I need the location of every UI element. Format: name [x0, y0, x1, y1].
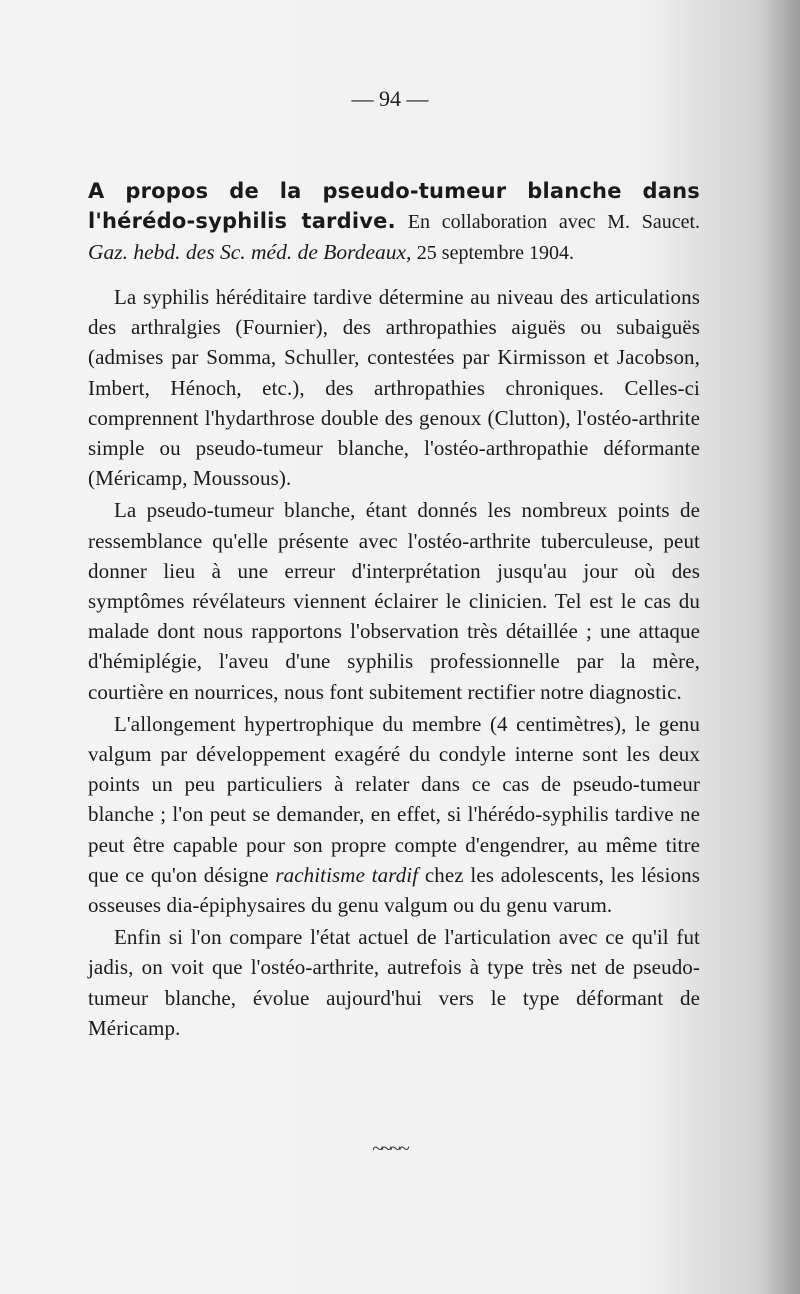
page-content: [88, 176, 700, 1045]
publication-date: 25 septembre 1904.: [416, 242, 574, 264]
paragraph-2: La pseudo-tumeur blanche, étant donnés les nombreux points de ressemblance qu'elle présente avec l'ostéo-arthrite tuberculeuse, peut donner lieu à une erreur d'interprétation jusqu'au jour où des symptômes révélateurs viennent éclairer le clinicien. Tel est le cas du malade dont nous rapportons l'observation très détaillée ; une attaque d'hémiplégie, l'aveu d'une syphilis professionnelle par la mère, courtière en nourrices, nous font subitement rectifier notre diagnostic.: [88, 498, 700, 704]
article-heading: [88, 176, 700, 268]
collaboration-note: En collaboration avec M. Saucet.: [407, 211, 701, 233]
paragraph-1: La syphilis héréditaire tardive détermine au niveau des articulations des arthralgies (Fournier), des arthropathies aiguës ou subaiguës (admises par Somma, Schuller, contestées par Kirmisson et Jacobson, Imbert, Hénoch, etc.), des arthropathies chroniques. Celles-ci comprennent l'hydarthrose double des genoux (Clutton), l'ostéo-arthrite simple ou pseudo-tumeur blanche, l'ostéo-arthropathie déformante (Méricamp, Moussous).: [88, 285, 700, 491]
journal-name: Gaz. hebd. des Sc. méd. de Bordeaux,: [88, 240, 412, 264]
section-end-ornament: ~~~~: [372, 1138, 408, 1160]
paragraph-4: Enfin si l'on compare l'état actuel de l'articulation avec ce qu'il fut jadis, on voit que l'ostéo-arthrite, autrefois à type très net de pseudo-tumeur blanche, évolue aujourd'hui vers le type déformant de Méricamp.: [88, 925, 700, 1040]
paragraph-3: [88, 709, 700, 920]
paragraph-3-text-a: L'allongement hypertrophique du membre (4 centimètres), le genu valgum par développement exagéré du condyle interne sont les deux points un peu particuliers à relater dans ce cas de pseudo-tumeur blanche ; l'on peut se demander, en effet, si l'hérédo-syphilis tardive ne peut être capable pour son propre compte d'engendrer, au même titre que ce qu'on désigne: [88, 711, 700, 887]
paragraph-3-text-b: chez les adolescents, les lésions osseuses dia-épiphysaires du genu valgum ou du genu varum.: [88, 862, 700, 918]
paragraph-3-italic-term: rachitisme tardif: [275, 862, 419, 887]
article-title: A propos de la pseudo-tumeur blanche dans l'hérédo-syphilis tardive.: [88, 179, 700, 233]
page-number: — 94 —: [351, 86, 429, 111]
